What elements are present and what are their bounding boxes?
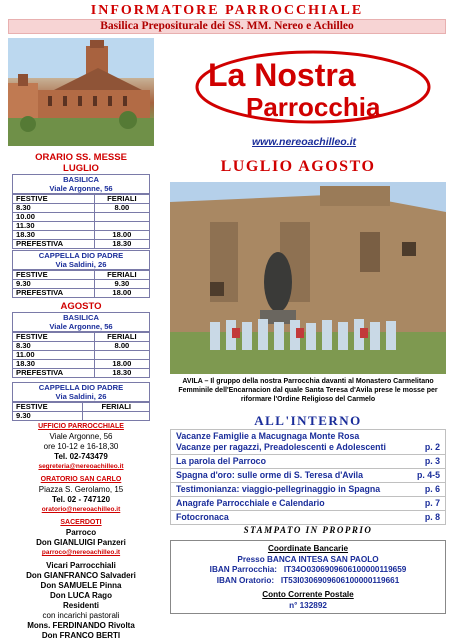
- bank-title: Coordinate Bancarie: [267, 544, 349, 553]
- agosto-basilica-address: Viale Argonne, 56: [49, 322, 113, 331]
- residente-1: Mons. FERDINANDO Rivolta: [27, 621, 135, 630]
- website-link[interactable]: www.nereoachilleo.it: [252, 136, 357, 148]
- bank-name: Presso BANCA INTESA SAN PAOLO: [237, 554, 379, 564]
- toc-item-page: p. 8: [424, 512, 440, 522]
- toc-item-text: Spagna d'oro: sulle orme di S. Teresa d'Avila: [176, 470, 364, 480]
- toc-item[interactable]: [171, 430, 445, 455]
- issue-months: LUGLIO AGOSTO: [220, 158, 376, 175]
- toc-item-text: Fotocronaca: [176, 512, 229, 522]
- prefestiva-time: 18.30: [94, 240, 149, 249]
- ufficio-address: Viale Argonne, 56: [49, 432, 113, 441]
- toc-item[interactable]: [171, 469, 445, 483]
- cell: 11.00: [13, 351, 95, 360]
- luglio-cappella-name: CAPPELLA DIO PADRE: [38, 251, 124, 260]
- luglio-basilica-header: [12, 174, 150, 194]
- cell: 11.30: [13, 222, 95, 231]
- toc-item-page: p. 6: [424, 484, 440, 494]
- oratorio-email[interactable]: oratorio@nereoachilleo.it: [41, 506, 121, 513]
- printed-in-house: STAMPATO IN PROPRIO: [243, 525, 373, 535]
- luglio-heading: LUGLIO: [63, 163, 99, 174]
- toc-item-text: Testimonianza: viaggio-pellegrinaggio in Spagna: [176, 484, 381, 494]
- oratorio-title: ORATORIO SAN CARLO: [40, 476, 122, 483]
- col-festive: FESTIVE: [13, 271, 95, 280]
- allinterno-title: ALL'INTERNO: [254, 413, 362, 428]
- newsletter-title: INFORMATORE PARROCCHIALE: [90, 3, 364, 18]
- luglio-cappella-address: Via Saldini, 26: [55, 260, 107, 269]
- table-row: [13, 403, 150, 412]
- toc-item[interactable]: [171, 511, 445, 524]
- la-nostra-parrocchia-logo: [190, 44, 436, 126]
- agosto-basilica-name: BASILICA: [63, 313, 99, 322]
- cell: [94, 213, 149, 222]
- ufficio-email[interactable]: segreteria@nereoachilleo.it: [38, 463, 124, 470]
- logo-line1: La Nostra: [208, 57, 356, 93]
- cell: 8.00: [94, 342, 149, 351]
- col-festive: FESTIVE: [13, 333, 95, 342]
- agosto-cappella-address: Via Saldini, 26: [55, 392, 107, 401]
- cell: 18.30: [13, 231, 95, 240]
- residente-2: Don FRANCO BERTI: [41, 631, 121, 640]
- contacts-block: [8, 422, 154, 641]
- toc-item-text: Anagrafe Parrocchiale e Calendario: [176, 498, 325, 508]
- toc-item-page: p. 4-5: [417, 470, 440, 480]
- toc-item-page: p. 7: [424, 498, 440, 508]
- agosto-heading: AGOSTO: [60, 301, 102, 312]
- toc-item-page: p. 3: [424, 456, 440, 466]
- avila-group-photo: [170, 182, 446, 374]
- vicario-1: Don GIANFRANCO Salvaderi: [26, 571, 136, 580]
- oratorio-tel: Tel. 02 - 747120: [51, 495, 111, 504]
- prefestiva-time: 18.00: [94, 289, 149, 298]
- toc-item-text: La parola del Parroco: [176, 456, 266, 466]
- postal-number: n° 132892: [289, 600, 327, 610]
- table-of-contents: [170, 429, 446, 525]
- prefestiva-label: PREFESTIVA: [13, 289, 95, 298]
- vicario-3: Don LUCA Rago: [50, 591, 112, 600]
- residenti-sub: con incarichi pastorali: [42, 611, 120, 620]
- parroco-label: Parroco: [65, 528, 97, 537]
- photo-caption: AVILA – Il gruppo della nostra Parrocchia davanti al Monastero Carmelitano Femminile dell'Encarnacion dal quale Santa Teresa d'Avila prese le mosse per riformare l'Ordine Religioso del Carmelo: [178, 378, 438, 403]
- luglio-basilica-name: BASILICA: [63, 175, 99, 184]
- cell: 18.00: [94, 231, 149, 240]
- cell: 8.30: [13, 204, 95, 213]
- col-festive: FESTIVE: [13, 195, 95, 204]
- oratorio-address: Piazza S. Gerolamo, 15: [38, 485, 124, 494]
- parish-subtitle: Basilica Prepositurale dei SS. MM. Nereo e Achilleo: [8, 19, 446, 34]
- col-feriali: FERIALI: [94, 333, 149, 342]
- agosto-basilica-table: [12, 332, 150, 378]
- table-row: [13, 412, 150, 421]
- luglio-basilica-address: Viale Argonne, 56: [49, 184, 113, 193]
- cell: [83, 412, 150, 421]
- toc-item[interactable]: [171, 497, 445, 511]
- logo-line2: Parrocchia: [246, 92, 381, 122]
- toc-item-text: Vacanze Famiglie a Macugnaga Monte Rosa Vacanze per ragazzi, Preadolescenti e Adolescenti: [176, 431, 386, 452]
- cell: 9.30: [13, 280, 95, 289]
- agosto-cappella-table: [12, 402, 150, 421]
- cell: 18.00: [94, 360, 149, 369]
- residenti-label: Residenti: [62, 601, 99, 610]
- table-row: [13, 240, 150, 249]
- basilica-photo: [8, 38, 154, 146]
- luglio-basilica-table: [12, 194, 150, 249]
- col-festive: FESTIVE: [13, 403, 83, 412]
- table-row: [13, 289, 150, 298]
- mass-schedule-title: ORARIO SS. MESSE: [35, 152, 127, 163]
- toc-item[interactable]: [171, 483, 445, 497]
- ufficio-title: UFFICIO PARROCCHIALE: [38, 423, 124, 430]
- col-feriali: FERIALI: [94, 195, 149, 204]
- luglio-cappella-header: [12, 250, 150, 270]
- iban-parrocchia: IBAN Parrocchia: IT34O0306909606100000119659: [209, 565, 407, 574]
- toc-item-page: p. 2: [424, 442, 440, 452]
- bank-details-box: [170, 540, 446, 614]
- col-feriali: FERIALI: [83, 403, 150, 412]
- toc-item[interactable]: [171, 455, 445, 469]
- ufficio-hours: ore 10-12 e 16-18,30: [43, 442, 119, 451]
- cell: 8.00: [94, 204, 149, 213]
- agosto-cappella-name: CAPPELLA DIO PADRE: [38, 383, 124, 392]
- prefestiva-label: PREFESTIVA: [13, 240, 95, 249]
- vicario-2: Don SAMUELE Pinna: [40, 581, 122, 590]
- cell: 8.30: [13, 342, 95, 351]
- col-feriali: FERIALI: [94, 271, 149, 280]
- postal-title: Conto Corrente Postale: [262, 590, 354, 599]
- ufficio-tel: Tel. 02-743479: [54, 452, 108, 461]
- agosto-cappella-header: [12, 382, 150, 402]
- cell: 10.00: [13, 213, 95, 222]
- cell: 9.30: [13, 412, 83, 421]
- sacerdoti-title: SACERDOTI: [60, 519, 102, 526]
- prefestiva-time: 18.30: [94, 369, 149, 378]
- agosto-basilica-header: [12, 312, 150, 332]
- vicari-label: Vicari Parrocchiali: [46, 561, 116, 570]
- prefestiva-label: PREFESTIVA: [13, 369, 95, 378]
- luglio-cappella-table: [12, 270, 150, 298]
- parroco-email[interactable]: parroco@nereoachilleo.it: [41, 549, 121, 556]
- cell: 9.30: [94, 280, 149, 289]
- table-row: [13, 369, 150, 378]
- parroco-name: Don GIANLUIGI Panzeri: [36, 538, 126, 547]
- cell: 18.30: [13, 360, 95, 369]
- iban-oratorio: IBAN Oratorio: IT53I0306909606100000119661: [216, 575, 400, 585]
